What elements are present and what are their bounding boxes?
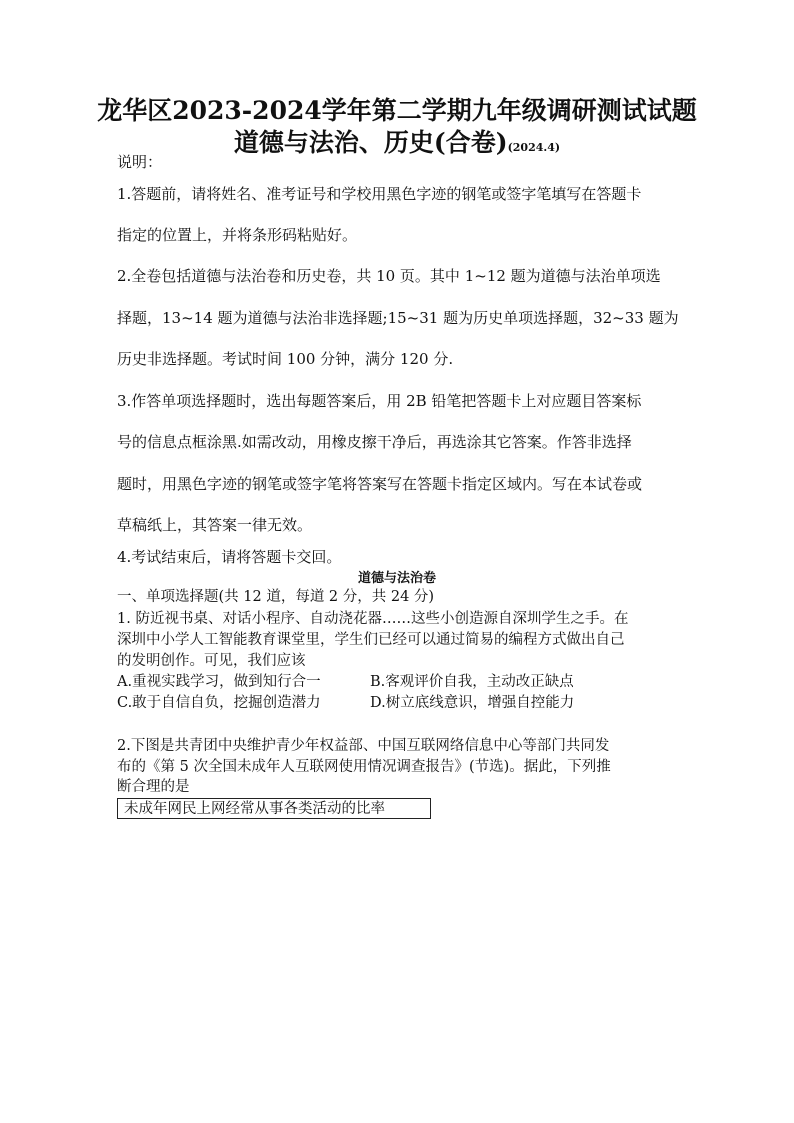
exam-subtitle-text: 道德与法治、历史(合卷) — [233, 128, 508, 157]
instructions-label: 说明： — [117, 153, 163, 171]
instruction-line: 择题，13~14 题为道德与法治非选择题;15~31 题为历史单项选择题，32~33 题为 — [117, 309, 679, 327]
question1-line: 的发明创作。可见，我们应该 — [117, 653, 306, 669]
question1-line: 深圳中小学人工智能教育课堂里，学生们已经可以通过简易的编程方式做出自己 — [117, 632, 625, 648]
instruction-line: 3.作答单项选择题时，选出每题答案后，用 2B 铅笔把答题卡上对应题目答案标 — [117, 392, 642, 410]
question1-option-c: C.敢于自信自负，挖掘创造潜力 — [117, 695, 321, 711]
part-heading: 一、单项选择题(共 12 道，每道 2 分，共 24 分) — [117, 589, 435, 605]
instruction-line: 指定的位置上，并将条形码粘贴好。 — [117, 226, 358, 244]
instruction-line: 草稿纸上，其答案一律无效。 — [117, 516, 313, 534]
instruction-line: 历史非选择题。考试时间 100 分钟，满分 120 分. — [117, 350, 454, 368]
question1-option-b: B.客观评价自我，主动改正缺点 — [370, 674, 574, 690]
question1-option-a: A.重视实践学习，做到知行合一 — [117, 674, 321, 690]
instruction-line: 4.考试结束后，请将答题卡交回。 — [117, 548, 342, 566]
instruction-line: 2.全卷包括道德与法治卷和历史卷，共 10 页。其中 1~12 题为道德与法治单项选 — [117, 267, 661, 285]
question1-option-d: D.树立底线意识，增强自控能力 — [370, 695, 575, 711]
question2-line: 断合理的是 — [117, 779, 190, 795]
section-title: 道德与法治卷 — [357, 571, 436, 586]
instruction-line: 题时，用黑色字迹的钢笔或签字笔将答案写在答题卡指定区域内。写在本试卷或 — [117, 475, 643, 493]
instruction-line: 号的信息点框涂黑.如需改动，用橡皮擦干净后，再选涂其它答案。作答非选择 — [117, 433, 632, 451]
table-title: 未成年网民上网经常从事各类活动的比率 — [117, 798, 431, 819]
exam-date: (2024.4) — [507, 141, 561, 154]
exam-title: 龙华区2023-2024学年第二学期九年级调研测试试题 — [97, 96, 697, 125]
question2-line: 布的《第 5 次全国未成年人互联网使用情况调查报告》(节选)。据此，下列推 — [117, 759, 611, 775]
instruction-line: 1.答题前，请将姓名、准考证号和学校用黑色字迹的钢笔或签字笔填写在答题卡 — [117, 185, 642, 203]
question2-line: 2.下图是共青团中央维护青少年权益部、中国互联网络信息中心等部门共同发 — [117, 738, 610, 754]
question1-line: 1. 防近视书桌、对话小程序、自动浇花器……这些小创造源自深圳学生之手。在 — [117, 611, 629, 627]
